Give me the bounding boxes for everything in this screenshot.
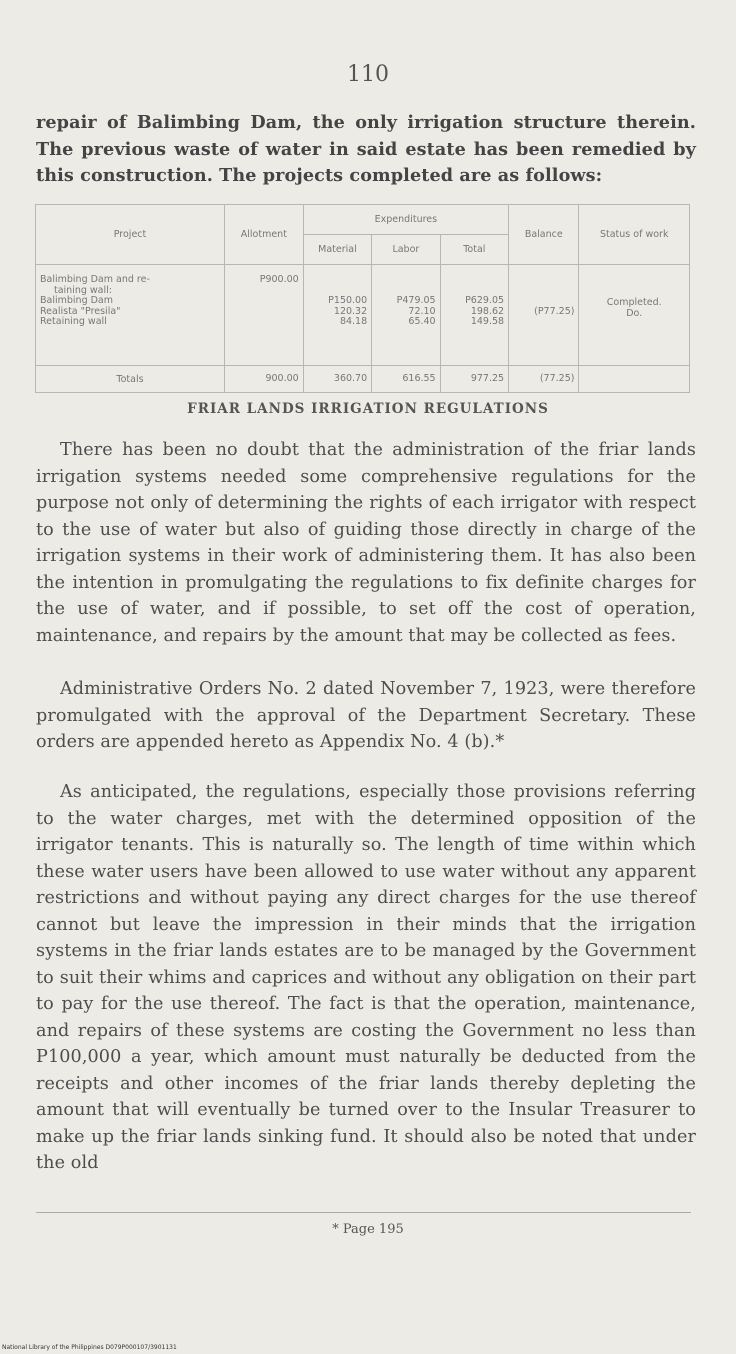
project-names-cell (36, 265, 225, 366)
total-value: P629.05 (465, 295, 505, 306)
totals-material: 360.70 (303, 366, 371, 393)
labor-value: P479.05 (396, 295, 436, 306)
table-row (36, 265, 690, 366)
project-name: Balimbing Dam (40, 295, 114, 306)
balance-value: (P77.25) (534, 305, 575, 317)
material-cell (303, 265, 371, 366)
project-name: Balimbing Dam and re- (40, 274, 150, 285)
material-value: 120.32 (333, 305, 368, 317)
header-status: Status of work (579, 205, 690, 265)
header-allotment: Allotment (225, 205, 304, 265)
scan-credit: National Library of the Philippines D079P000107/3901131 (2, 1344, 177, 1351)
material-value: P150.00 (328, 295, 368, 306)
paragraph-4: As anticipated, the regulations, especially those provisions referring to the water charges, met with the determined opposition of the irrigator tenants. This is naturally so. The length of time within which these water users have been allowed to use water without any apparent restrictions and without paying any direct charges for the use thereof cannot but leave the impression in their minds that the irrigation systems in the friar lands estates are to be managed by the Government to suit their whims and caprices and without any obligation on their part to pay for the use thereof. The fact is that the operation, maintenance, and repairs of these systems are costing the Government no less than P100,000 a year, which amount must naturally be deducted from the receipts and other incomes of the friar lands thereby depleting the amount that will eventually be turned over to the Insular Treasurer to make up the friar lands sinking fund. It should also be noted that under the old (36, 782, 696, 1173)
status-cell (579, 265, 690, 366)
footnote-divider (36, 1212, 691, 1213)
project-name: Realista "Presila" (40, 305, 121, 317)
totals-labor: 616.55 (372, 366, 440, 393)
paragraph-2: There has been no doubt that the administration of the friar lands irrigation systems needed some comprehensive regulations for the purpose not only of determining the rights of each irrigator with respect to the use of water but also of guiding those directly in charge of the irrigation systems in their work of administering them. It has also been the intention in promulgating the regulations to fix definite charges for the use of water, and if possible, to set off the cost of operation, maintenance, and repairs by the amount that may be collected as fees. (36, 440, 696, 646)
total-cell (440, 265, 508, 366)
footnote: * Page 195 (332, 1222, 404, 1237)
totals-balance: (77.25) (509, 366, 579, 393)
labor-cell (372, 265, 440, 366)
header-project: Project (36, 205, 225, 265)
paragraph-3: Administrative Orders No. 2 dated November 7, 1923, were therefore promulgated with the approval of the Department Secretary. These orders are appended hereto as Appendix No. 4 (b).* (36, 679, 696, 752)
totals-label: Totals (36, 366, 225, 393)
status-value: Completed. (606, 297, 662, 308)
page-number: 110 (347, 62, 389, 87)
project-name: taining wall: (54, 284, 112, 296)
section-heading: FRIAR LANDS IRRIGATION REGULATIONS (187, 401, 549, 417)
status-value: Do. (626, 308, 643, 319)
totals-status (579, 366, 690, 393)
total-value: 198.62 (470, 305, 505, 317)
projects-table (35, 204, 690, 393)
allotment-value: P900.00 (259, 274, 299, 285)
balance-cell (509, 265, 579, 366)
labor-value: 72.10 (408, 305, 436, 317)
totals-row (36, 366, 690, 393)
material-value: 84.18 (339, 316, 368, 327)
header-labor: Labor (372, 235, 440, 265)
header-balance: Balance (509, 205, 579, 265)
total-value: 149.58 (470, 316, 505, 327)
header-total: Total (440, 235, 508, 265)
totals-total: 977.25 (440, 366, 508, 393)
allotment-cell (225, 265, 304, 366)
project-name: Retaining wall (40, 316, 107, 327)
header-material: Material (303, 235, 371, 265)
labor-value: 65.40 (408, 316, 436, 327)
intro-paragraph: repair of Balimbing Dam, the only irrigation structure therein. The previous waste of water in said estate has been remedied by this construction. The projects completed are as follows: (36, 112, 696, 186)
header-expenditures: Expenditures (303, 205, 508, 235)
totals-allotment: 900.00 (225, 366, 304, 393)
